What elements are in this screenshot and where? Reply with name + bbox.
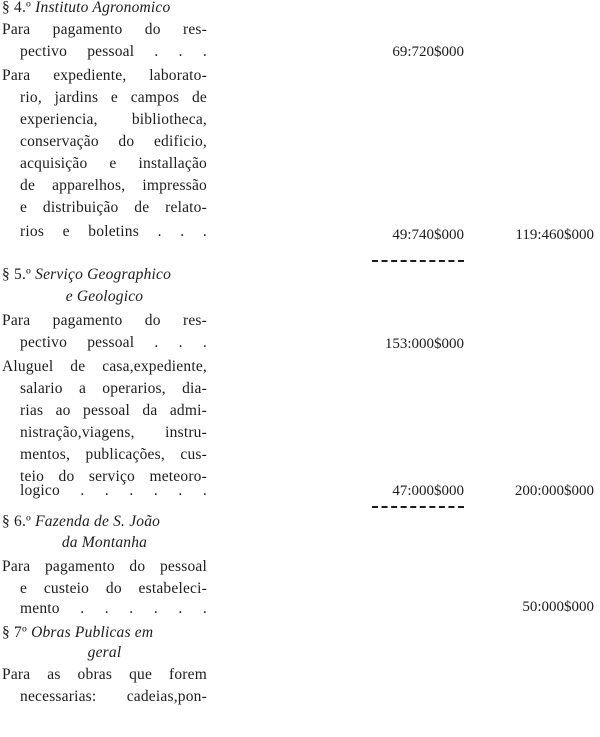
- section-4-item-2-line-2: rio, jardins e campos de: [20, 89, 207, 106]
- section-5-number: § 5.º: [2, 266, 32, 283]
- section-5-item-1-line-2: pectivo pessoal . . .: [20, 334, 207, 351]
- section-5-item-2-line-6: teio do serviço meteoro-: [20, 468, 207, 485]
- section-5-item-1-line-1: Para pagamento do res-: [2, 312, 207, 329]
- section-5-item-2-line-4: nistração,viagens, instru-: [20, 424, 207, 441]
- section-4-item-2-amount: 49:740$000: [392, 227, 464, 243]
- section-4-item-2-line-8: rios e boletins . . .: [20, 223, 207, 240]
- section-4-total: 119:460$000: [515, 227, 594, 243]
- section-6-number: § 6.º: [2, 513, 32, 530]
- section-4-item-2-line-7: e distribuição de relato-: [20, 199, 207, 216]
- section-7-title: Obras Publicas em: [31, 624, 154, 641]
- section-5-heading-cont: e Geologico: [65, 288, 144, 305]
- section-5-item-2-line-1: Aluguel de casa,expediente,: [2, 358, 207, 375]
- section-7-heading-cont: geral: [87, 644, 122, 661]
- section-5-total: 200:000$000: [514, 483, 594, 499]
- section-4-divider-rule: [372, 260, 464, 262]
- section-7-heading: [2, 622, 207, 644]
- section-5-title: Serviço Geographico: [35, 266, 172, 283]
- section-4-heading: [2, 0, 207, 19]
- section-4-item-1-amount: 69:720$000: [392, 44, 464, 60]
- section-4-item-2-line-3: experiencia, bibliotheca,: [20, 111, 207, 128]
- section-6-item-1-line-3: mento . . . . . .: [20, 600, 207, 617]
- section-5-item-2-line-7: logico . . . . . .: [20, 482, 207, 499]
- section-5-item-2-line-2: salario a operarios, dia-: [20, 380, 207, 397]
- section-6-heading: [2, 511, 207, 533]
- section-5-divider-rule: [372, 506, 464, 508]
- section-6-total: 50:000$000: [522, 599, 594, 615]
- section-5-heading: [2, 264, 207, 286]
- section-6-heading-cont: da Montanha: [61, 534, 148, 551]
- section-4-item-1-line-2: pectivo pessoal . . .: [20, 43, 207, 60]
- section-4-title: Instituto Agronomico: [35, 0, 171, 16]
- section-4-item-1-line-1: Para pagamento do res-: [2, 21, 207, 38]
- section-5-item-2-line-3: rias ao pessoal da admi-: [20, 402, 207, 419]
- section-6-title: Fazenda de S. João: [35, 513, 161, 530]
- section-6-item-1-line-1: Para pagamento do pessoal: [2, 558, 207, 575]
- section-4-item-2-line-4: conservação do edificio,: [20, 133, 207, 150]
- section-5-item-2-line-5: mentos, publicações, cus-: [20, 446, 207, 463]
- section-5-item-2-amount: 47:000$000: [392, 483, 464, 499]
- section-4-number: § 4.º: [2, 0, 32, 16]
- section-7-item-1-line-1: Para as obras que forem: [2, 666, 207, 683]
- section-7-item-1-line-2: necessarias: cadeias,pon-: [20, 688, 207, 705]
- section-4-item-2-line-1: Para expediente, laborato-: [2, 67, 207, 84]
- section-5-item-1-amount: 153:000$000: [384, 336, 464, 352]
- section-6-item-1-line-2: e custeio do estabeleci-: [20, 580, 207, 597]
- section-7-number: § 7º: [2, 624, 27, 641]
- section-4-item-2-line-6: de apparelhos, impressão: [20, 177, 207, 194]
- section-4-item-2-line-5: acquisição e installação: [20, 155, 207, 172]
